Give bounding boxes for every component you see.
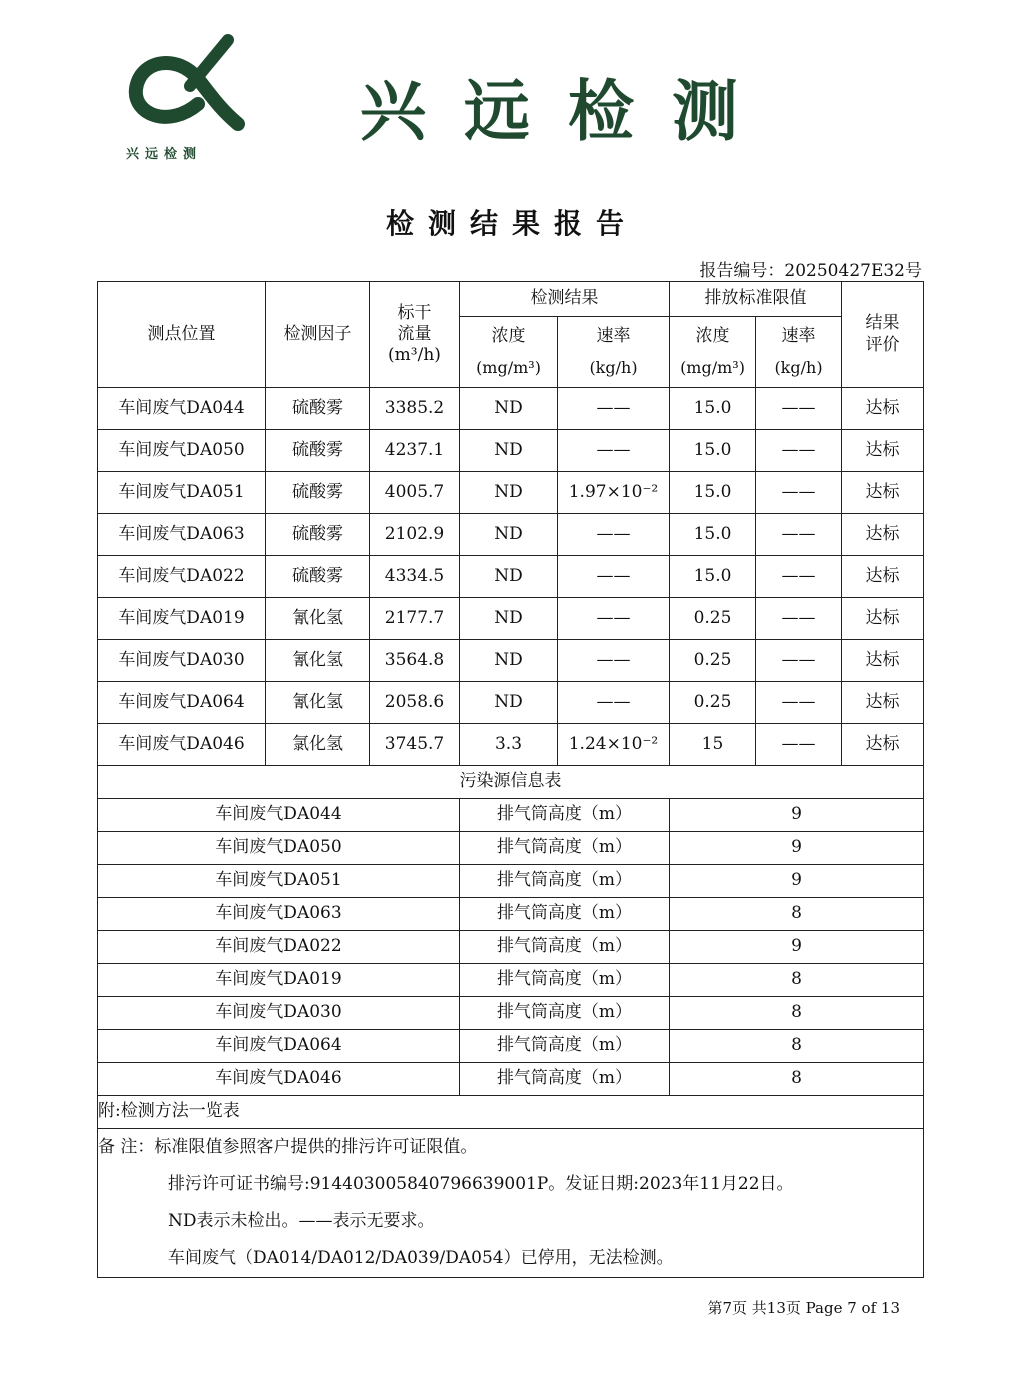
cell-flow: 3745.7: [370, 724, 460, 766]
header-result-rate: 速率 (kg/h): [558, 317, 670, 388]
source-table-title: 污染源信息表: [98, 766, 924, 799]
note-line-3: ND表示未检出。——表示无要求。: [168, 1211, 435, 1231]
cell-factor: 硫酸雾: [266, 514, 370, 556]
cell-eval: 达标: [842, 430, 924, 472]
source-cell-location: 车间废气DA046: [98, 1063, 460, 1096]
cell-flow: 2177.7: [370, 598, 460, 640]
cell-limit-rate: ——: [756, 724, 842, 766]
appendix-line: 附:检测方法一览表: [98, 1096, 924, 1129]
header-limit-conc: 浓度 (mg/m³): [670, 317, 756, 388]
source-cell-label: 排气筒高度（m）: [460, 898, 670, 931]
source-row: [98, 865, 924, 898]
table-row: [98, 556, 924, 598]
cell-conc: ND: [460, 556, 558, 598]
cell-limit-conc: 15.0: [670, 556, 756, 598]
cell-limit-rate: ——: [756, 598, 842, 640]
cell-location: 车间废气DA019: [98, 598, 266, 640]
cell-location: 车间废气DA063: [98, 514, 266, 556]
cell-eval: 达标: [842, 472, 924, 514]
note-line-1: 标准限值参照客户提供的排污许可证限值。: [154, 1137, 478, 1157]
cell-eval: 达标: [842, 598, 924, 640]
cell-limit-conc: 0.25: [670, 598, 756, 640]
cell-conc: 3.3: [460, 724, 558, 766]
source-cell-label: 排气筒高度（m）: [460, 997, 670, 1030]
source-cell-location: 车间废气DA050: [98, 832, 460, 865]
cell-rate: ——: [558, 388, 670, 430]
cell-limit-rate: ——: [756, 640, 842, 682]
report-title: 检测结果报告: [385, 207, 638, 240]
source-cell-location: 车间废气DA019: [98, 964, 460, 997]
cell-factor: 氯化氢: [266, 724, 370, 766]
source-cell-value: 8: [670, 1030, 924, 1063]
cell-limit-rate: ——: [756, 556, 842, 598]
header-location: 测点位置: [98, 282, 266, 388]
note-line-4: 车间废气（DA014/DA012/DA039/DA054）已停用，无法检测。: [168, 1248, 674, 1268]
cell-eval: 达标: [842, 514, 924, 556]
source-cell-label: 排气筒高度（m）: [460, 832, 670, 865]
cell-flow: 2058.6: [370, 682, 460, 724]
source-row: [98, 832, 924, 865]
results-table: [97, 281, 924, 1278]
cell-eval: 达标: [842, 640, 924, 682]
cell-rate: ——: [558, 430, 670, 472]
table-row: [98, 472, 924, 514]
cell-factor: 硫酸雾: [266, 430, 370, 472]
cell-limit-rate: ——: [756, 430, 842, 472]
source-cell-location: 车间废气DA064: [98, 1030, 460, 1063]
page-footer: 第7页 共13页 Page 7 of 13: [707, 1299, 900, 1317]
cell-limit-conc: 15.0: [670, 472, 756, 514]
cell-rate: 1.24×10⁻²: [558, 724, 670, 766]
source-cell-label: 排气筒高度（m）: [460, 1030, 670, 1063]
source-cell-value: 8: [670, 1063, 924, 1096]
cell-rate: ——: [558, 556, 670, 598]
header-limits-group: 排放标准限值: [670, 282, 842, 317]
source-row: [98, 997, 924, 1030]
cell-rate: ——: [558, 682, 670, 724]
cell-rate: ——: [558, 640, 670, 682]
cell-limit-conc: 0.25: [670, 640, 756, 682]
table-row: [98, 430, 924, 472]
source-cell-value: 8: [670, 964, 924, 997]
cell-location: 车间废气DA030: [98, 640, 266, 682]
cell-location: 车间废气DA050: [98, 430, 266, 472]
table-row: [98, 598, 924, 640]
source-cell-value: 8: [670, 997, 924, 1030]
header-flow: 标干 流量 (m³/h): [370, 282, 460, 388]
cell-flow: 3385.2: [370, 388, 460, 430]
cell-limit-conc: 15.0: [670, 388, 756, 430]
cell-eval: 达标: [842, 682, 924, 724]
source-cell-location: 车间废气DA051: [98, 865, 460, 898]
source-cell-location: 车间废气DA063: [98, 898, 460, 931]
cell-limit-conc: 15.0: [670, 430, 756, 472]
cell-factor: 硫酸雾: [266, 472, 370, 514]
cell-eval: 达标: [842, 556, 924, 598]
cell-flow: 4005.7: [370, 472, 460, 514]
source-row: [98, 1030, 924, 1063]
header-results-group: 检测结果: [460, 282, 670, 317]
cell-limit-rate: ——: [756, 472, 842, 514]
cell-location: 车间废气DA051: [98, 472, 266, 514]
cell-conc: ND: [460, 514, 558, 556]
cell-factor: 氰化氢: [266, 640, 370, 682]
table-row: [98, 388, 924, 430]
source-cell-location: 车间废气DA022: [98, 931, 460, 964]
notes-label: 备 注：: [98, 1137, 155, 1157]
source-row: [98, 931, 924, 964]
header-result-conc: 浓度 (mg/m³): [460, 317, 558, 388]
cell-rate: ——: [558, 598, 670, 640]
source-cell-label: 排气筒高度（m）: [460, 964, 670, 997]
cell-factor: 硫酸雾: [266, 556, 370, 598]
cell-factor: 氰化氢: [266, 682, 370, 724]
source-cell-value: 9: [670, 799, 924, 832]
source-row: [98, 1063, 924, 1096]
header-limit-rate: 速率 (kg/h): [756, 317, 842, 388]
source-cell-label: 排气筒高度（m）: [460, 931, 670, 964]
cell-conc: ND: [460, 472, 558, 514]
source-row: [98, 898, 924, 931]
source-cell-label: 排气筒高度（m）: [460, 865, 670, 898]
cell-conc: ND: [460, 640, 558, 682]
cell-location: 车间废气DA044: [98, 388, 266, 430]
cell-location: 车间废气DA064: [98, 682, 266, 724]
source-cell-label: 排气筒高度（m）: [460, 799, 670, 832]
cell-flow: 4334.5: [370, 556, 460, 598]
cell-limit-rate: ——: [756, 682, 842, 724]
source-cell-value: 8: [670, 898, 924, 931]
cell-flow: 3564.8: [370, 640, 460, 682]
source-row: [98, 964, 924, 997]
source-row: [98, 799, 924, 832]
cell-eval: 达标: [842, 724, 924, 766]
cell-factor: 氰化氢: [266, 598, 370, 640]
table-row: [98, 640, 924, 682]
cell-flow: 4237.1: [370, 430, 460, 472]
cell-limit-rate: ——: [756, 514, 842, 556]
cell-conc: ND: [460, 430, 558, 472]
table-row: [98, 682, 924, 724]
header-factor: 检测因子: [266, 282, 370, 388]
source-cell-value: 9: [670, 832, 924, 865]
cell-eval: 达标: [842, 388, 924, 430]
cell-rate: ——: [558, 514, 670, 556]
cell-limit-conc: 15: [670, 724, 756, 766]
note-line-2: 排污许可证书编号:91440300584079663900​1P。发证日期:2023年11月22日。: [168, 1174, 794, 1194]
company-logo: [128, 34, 248, 134]
logo-caption: 兴远检测: [126, 147, 203, 162]
cell-conc: ND: [460, 682, 558, 724]
company-name: 兴远检测: [360, 72, 776, 150]
cell-conc: ND: [460, 598, 558, 640]
cell-limit-conc: 0.25: [670, 682, 756, 724]
header-evaluation: 结果 评价: [842, 282, 924, 388]
cell-limit-rate: ——: [756, 388, 842, 430]
cell-factor: 硫酸雾: [266, 388, 370, 430]
report-number: 报告编号：20250427E32号: [699, 261, 922, 281]
source-cell-value: 9: [670, 931, 924, 964]
table-row: [98, 724, 924, 766]
source-cell-location: 车间废气DA030: [98, 997, 460, 1030]
cell-rate: 1.97×10⁻²: [558, 472, 670, 514]
source-cell-label: 排气筒高度（m）: [460, 1063, 670, 1096]
source-cell-location: 车间废气DA044: [98, 799, 460, 832]
table-row: [98, 514, 924, 556]
cell-flow: 2102.9: [370, 514, 460, 556]
cell-conc: ND: [460, 388, 558, 430]
source-cell-value: 9: [670, 865, 924, 898]
notes-block: [98, 1129, 924, 1278]
cell-limit-conc: 15.0: [670, 514, 756, 556]
cell-location: 车间废气DA022: [98, 556, 266, 598]
cell-location: 车间废气DA046: [98, 724, 266, 766]
